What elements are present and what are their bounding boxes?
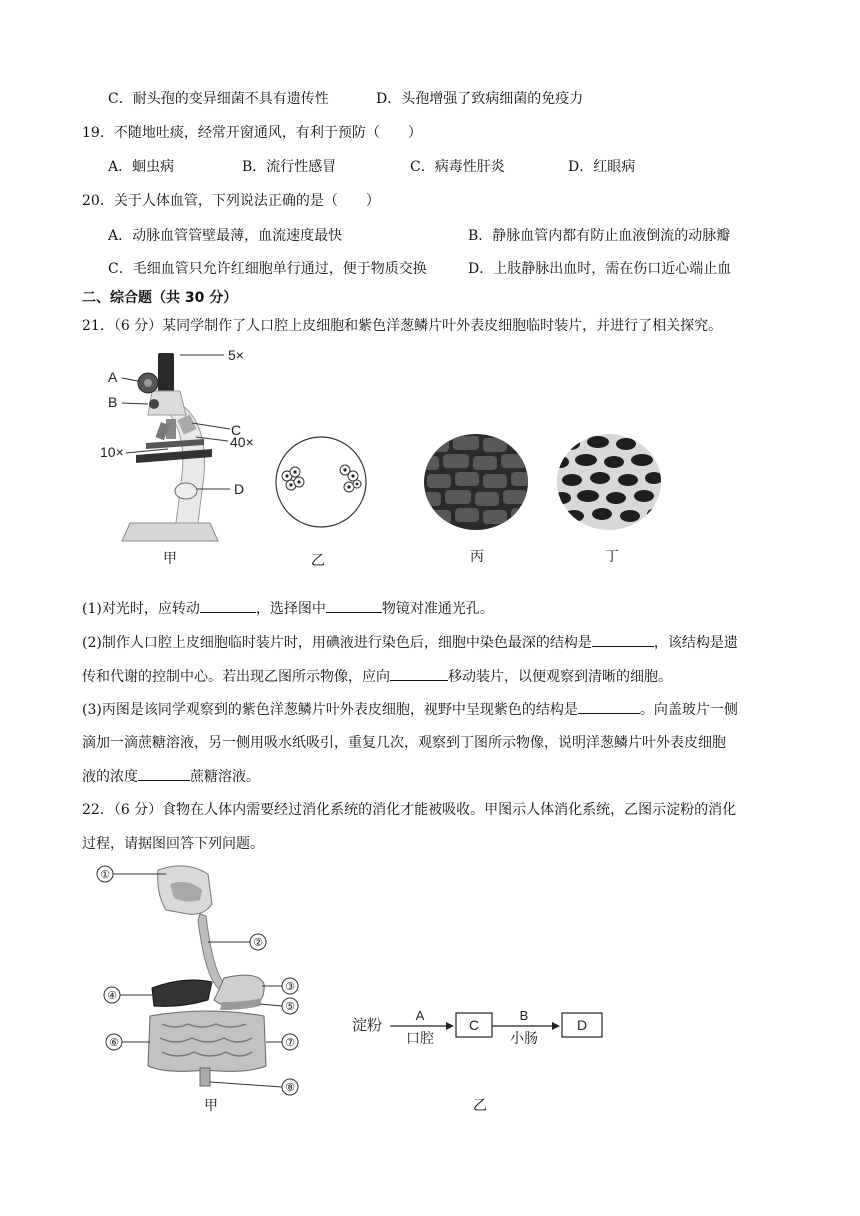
digestive-system-figure: [96, 860, 316, 1122]
answer-blank[interactable]: [578, 699, 640, 714]
q20-option-a: A．动脉血管管壁最薄，血流速度最快: [108, 228, 343, 244]
answer-blank[interactable]: [138, 766, 190, 781]
figure-22-yi-caption: 乙: [473, 1098, 487, 1114]
q22-stem-line1: 22．（6 分）食物在人体内需要经过消化系统的消化才能被吸收。甲图示人体消化系统，乙图示淀粉的消化: [82, 802, 737, 818]
q20-option-c: C．毛细血管只允许红细胞单行通过，便于物质交换: [108, 261, 427, 277]
q21-stem: 21．（6 分）某同学制作了人口腔上皮细胞和紫色洋葱鳞片叶外表皮细胞临时装片，并进行了相关探究。: [82, 318, 723, 334]
q19-option-d: D．红眼病: [568, 159, 636, 175]
figure-22-jia-caption: 甲: [204, 1098, 218, 1114]
figure-ding-caption: 丁: [605, 549, 619, 565]
q22-stem-line2: 过程，请据图回答下列问题。: [82, 836, 264, 852]
label-8: ⑧: [285, 1082, 295, 1094]
objective-40-label: 40×: [230, 434, 254, 450]
q21-part3-line3: 液的浓度 蔗糖溶液。: [82, 766, 260, 787]
q21-part2-line2: 传和代谢的控制中心。若出现乙图所示物像，应向 移动装片，以便观察到清晰的细胞。: [82, 666, 672, 687]
figure-yi-caption: 乙: [311, 553, 325, 569]
mouth-label: 口腔: [406, 1030, 434, 1046]
part-c-label: C: [231, 422, 242, 438]
q21-part2-line1: (2)制作人口腔上皮细胞临时装片时，用碘液进行染色后，细胞中染色最深的结构是 ，该结构是遗: [82, 632, 738, 653]
small-intestine-label: 小肠: [510, 1030, 538, 1046]
label-6: ⑥: [109, 1037, 119, 1049]
microscope-figure: [100, 345, 280, 565]
label-3: ③: [285, 981, 295, 993]
q20-option-b: B．静脉血管内都有防止血液倒流的动脉瓣: [468, 228, 731, 244]
answer-blank[interactable]: [390, 666, 448, 681]
label-2: ②: [253, 937, 263, 949]
onion-cells-ding: [556, 432, 662, 532]
q18-option-c: C．耐头孢的变异细菌不具有遗传性: [108, 91, 329, 107]
q19-stem: 19．不随地吐痰，经常开窗通风，有利于预防（ ）: [82, 125, 422, 141]
starch-digestion-flow: [346, 1000, 616, 1050]
q19-option-a: A．蛔虫病: [108, 159, 175, 175]
part-a-label: A: [108, 369, 118, 385]
answer-blank[interactable]: [592, 632, 654, 647]
arrow-b-label: B: [519, 1008, 529, 1023]
onion-cells-bing: [423, 432, 529, 532]
q19-option-c: C．病毒性肝炎: [410, 159, 505, 175]
objective-10-label: 10×: [100, 444, 124, 460]
part-d-label: D: [234, 481, 245, 497]
q18-option-d: D．头孢增强了致病细菌的免疫力: [376, 91, 584, 107]
box-c-label: C: [468, 1017, 480, 1033]
q21-part1: (1)对光时，应转动 ，选择图中 物镜对准通光孔。: [82, 598, 494, 619]
box-d-label: D: [576, 1017, 588, 1033]
label-7: ⑦: [285, 1037, 295, 1049]
arrow-a-label: A: [415, 1008, 425, 1023]
part-b-label: B: [108, 394, 118, 410]
answer-blank[interactable]: [326, 598, 382, 613]
q21-part3-line1: (3)丙图是该同学观察到的紫色洋葱鳞片叶外表皮细胞，视野中呈现紫色的结构是 。向盖玻片一侧: [82, 699, 738, 720]
q21-part3-line2: 滴加一滴蔗糖溶液，另一侧用吸水纸吸引，重复几次，观察到丁图所示物像，说明洋葱鳞片叶外表皮细胞: [82, 735, 726, 751]
answer-blank[interactable]: [200, 598, 256, 613]
field-of-view-yi: [273, 432, 369, 532]
eyepiece-label: 5×: [228, 347, 244, 363]
figure-bing-caption: 丙: [470, 549, 484, 565]
label-4: ④: [107, 990, 117, 1002]
q19-option-b: B．流行性感冒: [242, 159, 337, 175]
starch-label: 淀粉: [352, 1017, 383, 1034]
q20-stem: 20．关于人体血管，下列说法正确的是（ ）: [82, 193, 380, 209]
label-5: ⑤: [285, 1001, 295, 1013]
figure-jia-caption: 甲: [163, 551, 177, 567]
section-title: 二、综合题（共 30 分）: [82, 290, 238, 306]
label-1: ①: [100, 869, 110, 881]
q20-option-d: D．上肢静脉出血时，需在伤口近心端止血: [468, 261, 732, 277]
